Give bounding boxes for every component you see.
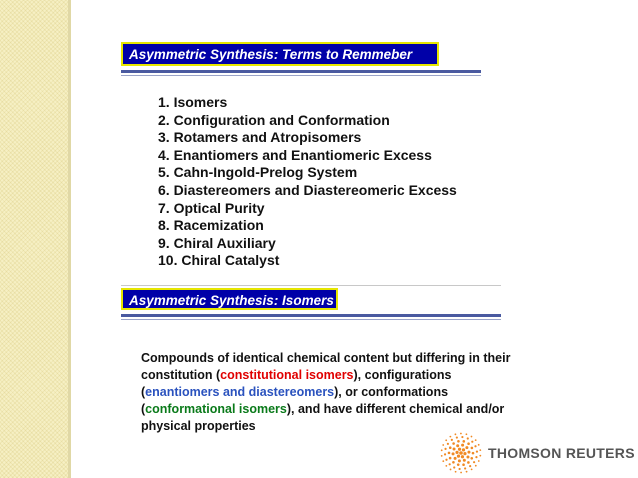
list-item: 1. Isomers — [158, 94, 228, 110]
title-underline — [121, 70, 481, 73]
conformational-isomers-term: conformational isomers — [145, 402, 287, 416]
title-underline-thin — [121, 75, 481, 76]
terms-slide-title: Asymmetric Synthesis: Terms to Remmeber — [121, 42, 439, 66]
list-item: 10. Chiral Catalyst — [158, 252, 280, 269]
thomson-reuters-logo — [440, 432, 635, 474]
left-decorative-strip — [0, 0, 68, 478]
isomers-definition — [141, 350, 511, 435]
list-item: 3. Rotamers and Atropisomers — [158, 129, 362, 146]
constitutional-isomers-term: constitutional isomers — [220, 368, 354, 382]
logo-text: THOMSON REUTERS — [488, 445, 635, 461]
list-item: 6. Diastereomers and Diastereomeric Excess — [158, 181, 457, 198]
definition-text: ), or conformations ( — [141, 385, 449, 416]
list-item: 2. Configuration and Conformation — [158, 111, 390, 128]
thomson-reuters-dot-sphere-icon — [440, 432, 482, 474]
definition-text: Compounds of identical chemical content but differing in their constitution ( — [141, 351, 511, 382]
slide-divider — [121, 285, 501, 286]
title-underline — [121, 314, 501, 317]
title-underline-thin — [121, 319, 501, 320]
definition-text: ), configurations ( — [141, 368, 452, 399]
definition-text: ), and have different chemical and/or physical properties — [141, 402, 505, 433]
terms-list — [158, 94, 457, 270]
list-item: 8. Racemization — [158, 217, 264, 234]
list-item: 4. Enantiomers and Enantiomeric Excess — [158, 146, 432, 163]
list-item: 9. Chiral Auxiliary — [158, 234, 276, 251]
isomers-slide-title: Asymmetric Synthesis: Isomers — [121, 288, 338, 310]
list-item: 7. Optical Purity — [158, 199, 265, 216]
list-item: 5. Cahn-Ingold-Prelog System — [158, 164, 358, 181]
enantiomers-diastereomers-term: enantiomers and diastereomers — [145, 385, 335, 399]
left-strip-border — [68, 0, 71, 478]
